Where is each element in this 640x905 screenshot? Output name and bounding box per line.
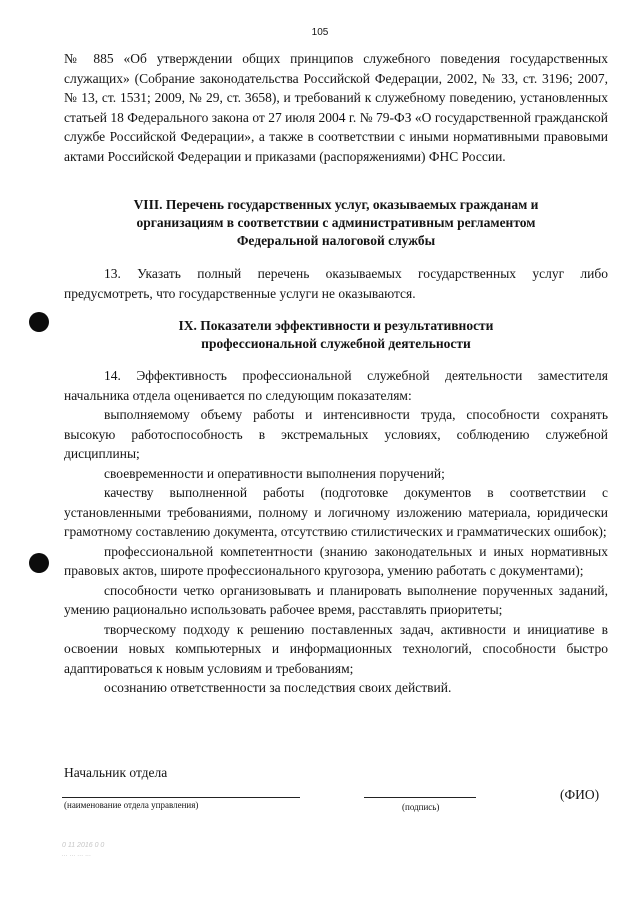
- punch-hole-mark: [29, 312, 49, 332]
- faint-stamp-text: ... ... ... ...: [62, 851, 92, 858]
- section-9-heading-line: профессиональной служебной деятельности: [201, 336, 471, 351]
- criteria-list-item: осознанию ответственности за последствия своих действий.: [104, 680, 452, 695]
- department-signature-line: [62, 797, 300, 798]
- fio-label: (ФИО): [560, 787, 600, 802]
- punch-hole-mark: [29, 553, 49, 573]
- signature-title: Начальник отдела: [64, 765, 168, 780]
- criteria-list-item: выполняемому объему работы и интенсивности труда, способности сохранять высокую работоспособность в экстремальных условиях, соблюдению служебной дисциплины;: [64, 407, 608, 461]
- section-8-heading-line: VIII. Перечень государственных услуг, оказываемых гражданам и: [133, 197, 539, 212]
- intro-text-block: [64, 49, 608, 166]
- criteria-list-item: способности четко организовывать и планировать выполнение порученных заданий, умению рационально использовать рабочее время, расставлять приоритеты;: [64, 582, 608, 617]
- faint-stamp-text: 0 11 2016 0 0: [62, 842, 105, 849]
- signature-line: [364, 797, 476, 798]
- section-9-text-block: [64, 366, 608, 698]
- item-13-paragraph: 13. Указать полный перечень оказываемых государственных услуг либо предусмотреть, что государственные услуги не оказываются.: [64, 266, 608, 301]
- intro-paragraph: № 885 «Об утверждении общих принципов служебного поведения государственных служащих» (Собрание законодательства Российской Федерации, 2002, № 33, ст. 3196; 2007, № 13, ст. 1531; 2009, № 29, ст. 3658), и требований к служебному поведению, установленных статьей 18 Федерального закона от 27 июля 2004 г. № 79-ФЗ «О государственной гражданской службе Российской Федерации», а также в соответствии с иными нормативными правовыми актами Российской Федерации и приказами (распоряжениями) ФНС России.: [64, 51, 608, 164]
- department-caption: (наименование отдела управления): [64, 800, 199, 810]
- criteria-list-item: творческому подходу к решению поставленных задач, активности и инициативе в освоении новых компьютерных и информационных технологий, способности быстро адаптироваться к новым условиям и требованиям;: [64, 621, 608, 676]
- section-9-heading: [64, 317, 608, 353]
- page-number: 105: [311, 27, 329, 38]
- section-8-heading-line: Федеральной налоговой службы: [236, 233, 436, 248]
- criteria-list-item: качеству выполненной работы (подготовке документов в соответствии с установленными требованиями, полному и логичному изложению материала, юридически грамотному составлению документа, отсутствию стилистических и грамматических ошибок);: [64, 485, 608, 539]
- section-9-heading-line: IX. Показатели эффективности и результативности: [178, 318, 494, 333]
- item-14-paragraph: 14. Эффективность профессиональной служебной деятельности заместителя начальника отдела оценивается по следующим показателям:: [64, 368, 608, 403]
- criteria-list-item: своевременности и оперативности выполнения поручений;: [104, 465, 445, 481]
- signature-caption: (подпись): [402, 802, 440, 812]
- section-8-heading-line: организациям в соответствии с административным регламентом: [136, 215, 536, 230]
- criteria-list-item: профессиональной компетентности (знанию законодательных и иных нормативных правовых актов, широте профессионального кругозора, умению работать с документами);: [64, 543, 608, 578]
- section-8-heading: [64, 196, 608, 250]
- section-8-text-block: [64, 264, 608, 303]
